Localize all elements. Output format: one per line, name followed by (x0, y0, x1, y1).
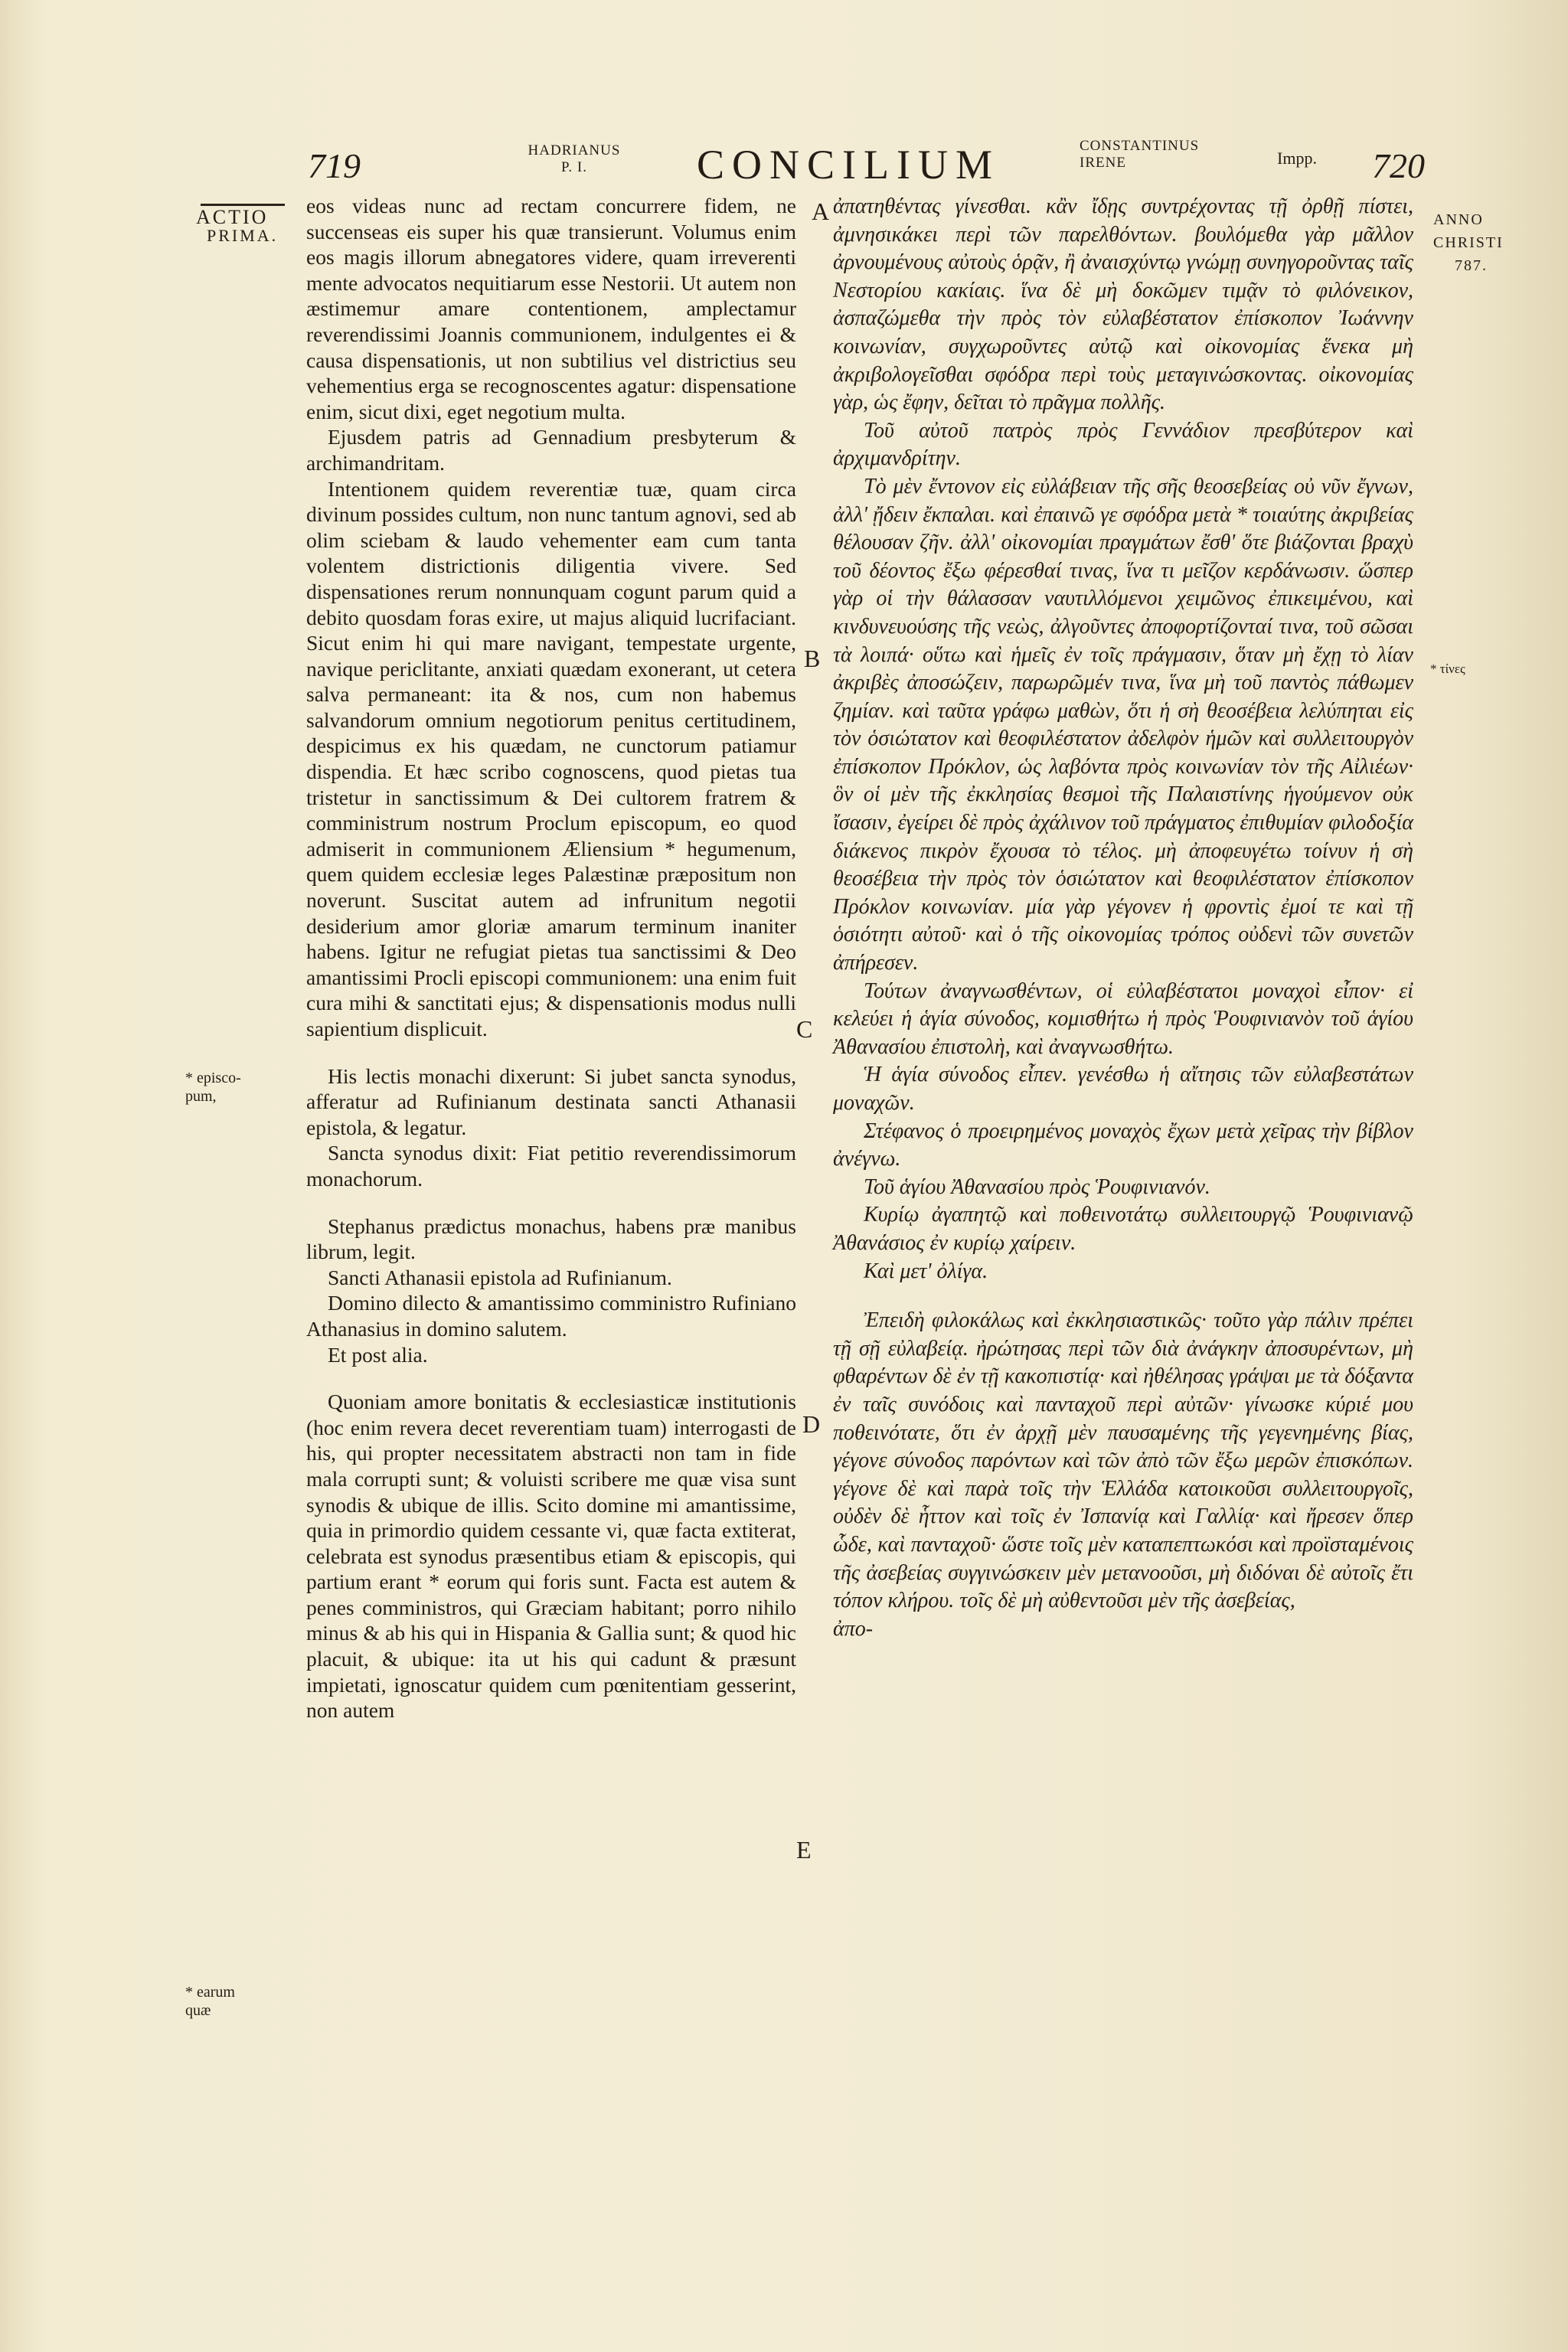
latin-paragraph: Stephanus prædictus monachus, habens præ manibus librum, legit. (306, 1214, 796, 1264)
running-head-line: IRENE (1080, 155, 1126, 171)
greek-paragraph: Ἡ ἁγία σύνοδος εἶπεν. γενέσθω ἡ αἴτησις τῶν εὐλαβεστάτων μοναχῶν. (833, 1063, 1413, 1115)
greek-paragraph: Ἐπειδὴ φιλοκάλως καὶ ἐκκλησιαστικῶς· τοῦτο γὰρ πάλιν πρέπει τῇ σῇ εὐλαβείᾳ. ἠρώτησας περὶ τῶν διὰ ἀνάγκην ἀποσυρέντων, μὴ φθαρέντων δὲ ἐν τῇ κακοπιστίᾳ· καὶ ἠθέλησας γράψαι με τὰ δόξαντα ἐν ταῖς συνόδοις καὶ πανταχοῦ περὶ αὐτῶν· γίνωσκε κύριέ μου ποθεινότατε, ὅτι ἐν ἀρχῇ μὲν παυσαμένης τῆς γεγενημένης βίας, γέγονε σύνοδος παρόντων καὶ τῶν ἀπὸ τῶν ἔξω μερῶν ἐπισκόπων. γέγονε δὲ καὶ παρὰ τοῖς τὴν Ἑλλάδα κατοικοῦσι συλλειτουργοῖς, οὐδὲν δὲ ἧττον καὶ τοῖς ἐν Ἰσπανίᾳ καὶ Γαλλίᾳ· καὶ ἤρεσεν ὅπερ ὧδε, καὶ πανταχοῦ· ὥστε τοῖς μὲν καταπεπτωκόσι καὶ προϊσταμένοις τῆς ἀσεβείας συγγινώσκειν μὲν μετανοοῦσι, μὴ διδόναι δὲ αὐτοῖς ἔτι τόπον κλήρου. τοῖς δὲ μὴ αὐθεντοῦσι μὲν τῆς ἀσεβείας, (833, 1308, 1413, 1613)
latin-paragraph: Et post alia. (328, 1342, 428, 1367)
latin-paragraph: Intentionem quidem reverentiæ tuæ, quam circa divinum possides cultum, non nunc tantum agnovi, sed ab olim sciebam & laudo vehementer eam cum tanta volentem districtionis diligentia vivere. Sed dispensationes rerum nonnunquam cogunt parum quid a debito quosdam foras exire, ut majus aliquid lucrifaciant. Sicut enim hi qui mare navigant, tempestate urgente, navique periclitante, anxiati quædam exonerant, ut cetera salva permaneant: ita & nos, cum non habemus salvandorum omnium negotiorum penitus certitudinem, despicimus ex his quædam, ne cunctorum patiamur dispendia. Et hæc scribo cognoscens, quod pietas tua tristetur in sanctissimum & Dei cultorem fratrem & comministrum nostrum Proclum episcopum, eo quod admiserit in communionem Æliensium * hegumenum, quem quidem ecclesiæ leges Palæstinæ præpositum non noverunt. Suscitat autem ad infrunitum negotii desiderium amor gloriæ amarum terminum inaniter habens. Igitur ne refugiat pietas tua sanctissimi & Deo amantissimi Procli episcopi communionem: una enim fuit cura mihi & sanctitati ejus; & dispensationis modus nulli sapientium displicuit. (306, 476, 796, 1040)
margin-line: * earum (185, 1984, 235, 2001)
greek-column (833, 193, 1413, 1643)
margin-line: ACTIO (196, 206, 269, 228)
margin-line: quæ (185, 2002, 211, 2019)
greek-paragraph: Στέφανος ὁ προειρημένος μοναχὸς ἔχων μετὰ χεῖρας τὴν βίβλον ἀνέγνω. (833, 1119, 1413, 1171)
latin-heading: Ejusdem patris ad Gennadium presbyterum & archimandritam. (306, 425, 796, 475)
margin-line: ANNO (1433, 211, 1484, 228)
page-title: CONCILIUM (697, 142, 1000, 188)
margin-line: CHRISTI (1433, 234, 1504, 251)
greek-paragraph: Τούτων ἀναγνωσθέντων, οἱ εὐλαβέστατοι μοναχοὶ εἶπον· εἰ κελεύει ἡ ἁγία σύνοδος, κομισθήτω ἡ πρὸς Ῥουφινιανὸν τοῦ ἁγίου Ἀθανασίου ἐπιστολὴ, καὶ ἀναγνωσθήτω. (833, 978, 1413, 1059)
greek-heading: Τοῦ αὐτοῦ πατρὸς πρὸς Γεννάδιον πρεσβύτερον καὶ ἀρχιμανδρίτην. (833, 418, 1413, 471)
margin-line: 787. (1455, 257, 1488, 274)
latin-paragraph: Sancta synodus dixit: Fiat petitio reverendissimorum monachorum. (306, 1141, 796, 1191)
section-marker-c: C (796, 1015, 813, 1043)
section-marker-a: A (812, 198, 830, 225)
greek-paragraph: Καὶ μετ' ὀλίγα. (864, 1259, 988, 1283)
latin-paragraph: Domino dilecto & amantissimo comministro Rufiniano Athanasius in domino salutem. (306, 1291, 796, 1341)
greek-paragraph: Τὸ μὲν ἔντονον εἰς εὐλάβειαν τῆς σῆς θεοσεβείας οὐ νῦν ἔγνων, ἀλλ' ᾔδειν ἔκπαλαι. καὶ ἐπαινῶ γε σφόδρα μετὰ * τοιαύτης ἀκριβείας θέλουσαν ζῆν. ἀλλ' οἰκονομίαι πραγμάτων ἔσθ' ὅτε βιάζονται βραχὺ τοῦ δέοντος ἔξω φέρεσθαί τινας, ἵνα τι μεῖζον κερδάνωσιν. ὥσπερ γὰρ οἱ τὴν θάλασσαν ναυτιλλόμενοι χειμῶνος ἐπικειμένου, καὶ κινδυνευούσης τῆς νεὼς, ἀλγοῦντες ἀποφορτίζονταί τινα, τοῦ σῶσαι τὰ λοιπά· οὕτω καὶ ἡμεῖς ἐν τοῖς πράγμασιν, ὅταν μὴ ἔχῃ τὸ λίαν ἀκριβὲς ἀποσώζειν, παρωρῶμέν τινα, ἵνα μὴ τοῦ παντὸς πάθωμεν ζημίαν. καὶ ταῦτα γράφω μαθὼν, ὅτι ἡ σὴ θεοσέβεια λελύπηται εἰς τὸν ὁσιώτατον καὶ θεοφιλέστατον ἀδελφὸν ἡμῶν καὶ συλλειτουργὸν ἐπίσκοπον Πρόκλον, ὡς λαβόντα πρὸς κοινωνίαν τὸν τῆς Αἰλιέων· ὃν οἱ μὲν τῆς ἐκκλησίας θεσμοὶ τῆς Παλαιστίνης ἡγούμενον οὐκ ἴσασιν, ἐγείρει δὲ πρὸς ἀχάλινον τοῦ πράγματος ἐπιθυμίαν φιλοδοξία διάκενος πικρὸν ἔχουσα τὸ τέλος. μὴ ἀποφευγέτω τοίνυν ἡ σὴ θεοσέβεια τὴν πρὸς τὸν ὁσιώτατον καὶ θεοφιλέστατον ἐπίσκοπον Πρόκλον κοινωνίαν. μία γὰρ γέγονεν ἡ φροντὶς ἐμοί τε καὶ τῇ ὁσιότητι αὐτοῦ· καὶ ὁ τῆς οἰκονομίας τρόπος οὐδενὶ τῶν συνετῶν ἀπήρεσεν. (833, 474, 1413, 975)
left-running-head (498, 142, 651, 176)
running-head-suffix: Impp. (1277, 149, 1317, 168)
right-running-head (1080, 138, 1279, 172)
running-head-line: HADRIANUS (528, 142, 621, 158)
section-marker-e: E (796, 1836, 812, 1864)
greek-paragraph: Κυρίῳ ἀγαπητῷ καὶ ποθεινοτάτῳ συλλειτουργῷ Ῥουφινιανῷ Ἀθανάσιος ἐν κυρίῳ χαίρειν. (833, 1203, 1413, 1255)
margin-line: PRIMA. (207, 226, 279, 245)
margin-note-episcopum (185, 1069, 241, 1106)
margin-note-earum (185, 1983, 235, 2020)
margin-line: * episco- (185, 1070, 241, 1086)
margin-note-greek: * τίνες (1430, 662, 1465, 676)
latin-paragraph: His lectis monachi dixerunt: Si jubet sancta synodus, afferatur ad Rufinianum destinata sancti Athanasii epistola, & legatur. (306, 1063, 796, 1139)
margin-actio (196, 208, 278, 245)
section-marker-d: D (802, 1410, 821, 1438)
running-header (0, 138, 1568, 199)
running-head-line: P. I. (560, 159, 588, 175)
margin-line: pum, (185, 1088, 217, 1105)
latin-paragraph: eos videas nunc ad rectam concurrere fidem, ne succenseas eis super his quæ transierunt. Volumus enim eos magis illorum abnegatores videre, quam irreverenti mente advocatos nequitiarum esse Nestorii. Ut autem non æstimemur amare contentionem, amplectamur reverendissimi Joannis communionem, indulgentes ei & causa dispensationis, ut non subtilius vel districtius seu vehementius erga se recognoscentes agatur: dispensatione enim, sicut dixi, eget negotium multa. (306, 194, 796, 423)
catchword: ἀπο- (833, 1616, 874, 1641)
right-page-number: 720 (1372, 146, 1425, 185)
greek-paragraph: ἀπατηθέντας γίνεσθαι. κἂν ἴδῃς συντρέχοντας τῇ ὀρθῇ πίστει, ἀμνησικάκει περὶ τῶν παρελθόντων. βουλόμεθα γὰρ μᾶλλον ἀρνουμένους αὐτοὺς ὁρᾷν, ἢ ἀναισχύντῳ γνώμῃ συνηγοροῦντας ταῖς Νεστορίου κακίαις. ἵνα δὲ μὴ δοκῶμεν τιμᾷν τὸ φιλόνεικον, ἀσπαζώμεθα τὴν πρὸς τὸν εὐλαβέστατον ἐπίσκοπον Ἰωάννην κοινωνίαν, συγχωροῦντες αὐτῷ καὶ οἰκονομίας ἕνεκα μὴ ἀκριβολογεῖσθαι σφόδρα περὶ τοὺς μεταγινώσκοντας. οἰκονομίας γὰρ, ὡς ἔφην, δεῖται τὸ πρᾶγμα πολλῆς. (833, 194, 1413, 415)
left-page-number: 719 (308, 146, 361, 185)
latin-column (306, 193, 796, 1723)
latin-paragraph: Quoniam amore bonitatis & ecclesiasticæ institutionis (hoc enim revera decet reverentiam tuam) interrogasti de his, qui propter necessitatem abstracti non tam in fide mala corrupti sunt; & voluisti scribere me quæ visa sunt synodis & ubique de illis. Scito domine mi amantissime, quia in primordio quidem cessante vi, quæ facta extiterat, celebrata est synodus præsentibus etiam & episcopis, qui partium erant * eorum qui foris sunt. Facta est autem & penes comministros, qui Græciam habitant; porro nihilo minus & ab his qui in Hispania & Gallia sunt; & quod hic placuit, & ubique: ita ut his qui cadunt & præsunt impietati, ignoscatur quidem cum pœnitentiam gesserint, non autem (306, 1390, 796, 1723)
running-head-line: CONSTANTINUS (1080, 138, 1200, 154)
margin-anno (1433, 208, 1548, 277)
greek-heading: Τοῦ ἁγίου Ἀθανασίου πρὸς Ῥουφινιανόν. (864, 1174, 1210, 1199)
latin-heading: Sancti Athanasii epistola ad Rufinianum. (328, 1265, 672, 1289)
section-marker-b: B (804, 645, 821, 672)
